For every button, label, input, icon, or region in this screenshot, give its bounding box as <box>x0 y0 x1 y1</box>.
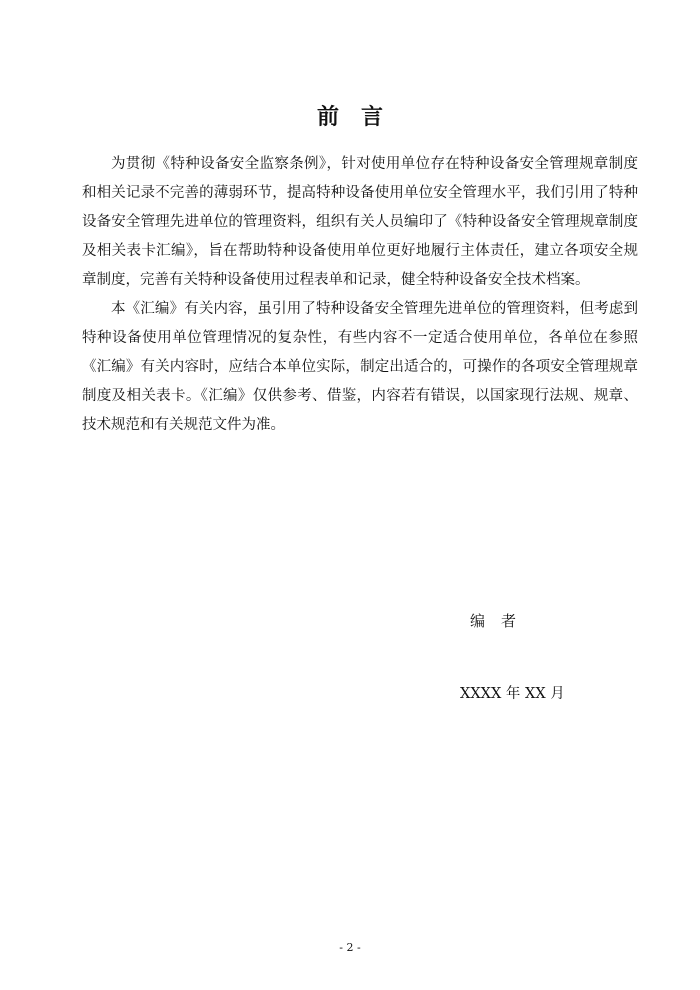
page-number: - 2 - <box>339 941 361 954</box>
date-line: XXXX 年 XX 月 <box>460 686 565 702</box>
author-signature: 编者 <box>470 612 533 630</box>
paragraph-2: 本《汇编》有关内容，虽引用了特种设备安全管理先进单位的管理资料，但考虑到特种设备使用单位管理情况的复杂性，有些内容不一定适合使用单位，各单位在参照《汇编》有关内容时，应结合本单位实际，制定出适合的，可操作的各项安全管理规章制度及相关表卡。《汇编》仅供参考、借鉴，内容若有错误，以国家现行法规、规章、技术规范和有关规范文件为准。 <box>82 301 638 433</box>
paragraph-1: 为贯彻《特种设备安全监察条例》，针对使用单位存在特种设备安全管理规章制度和相关记录不完善的薄弱环节，提高特种设备使用单位安全管理水平，我们引用了特种设备安全管理先进单位的管理资料，组织有关人员编印了《特种设备安全管理规章制度及相关表卡汇编》，旨在帮助特种设备使用单位更好地履行主体责任，建立各项安全规章制度，完善有关特种设备使用过程表单和记录，健全特种设备安全技术档案。 <box>82 156 638 288</box>
page-title: 前言 <box>316 104 405 130</box>
preface-body <box>82 150 638 440</box>
